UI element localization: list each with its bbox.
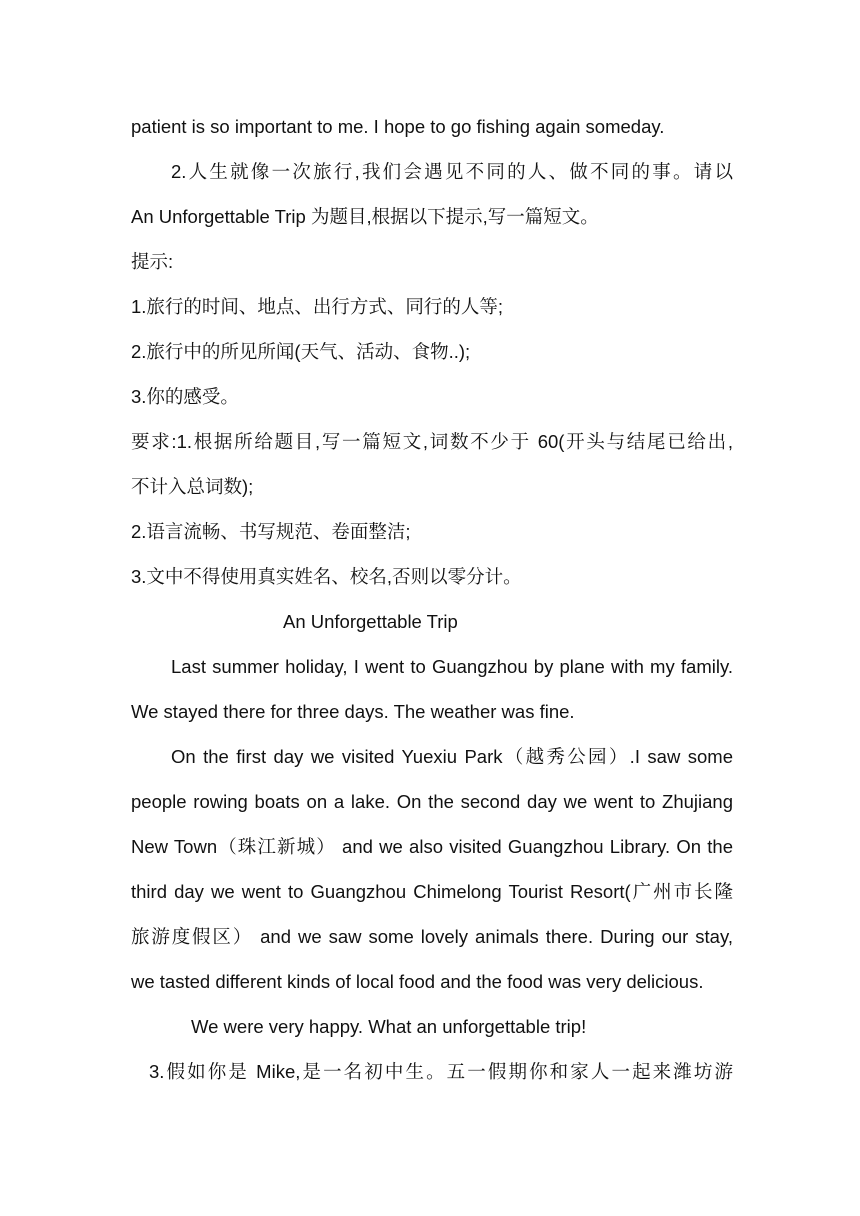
essay-line: people rowing boats on a lake. On the second day we went to Zhujiang (131, 791, 733, 812)
essay-line: 旅游度假区） and we saw some lovely animals there. During our stay, (131, 926, 733, 947)
question-2-line: An Unforgettable Trip 为题目,根据以下提示,写一篇短文。 (131, 206, 599, 227)
hint-item: 3.你的感受。 (131, 386, 239, 407)
essay-title: An Unforgettable Trip (283, 611, 458, 632)
hint-item: 1.旅行的时间、地点、出行方式、同行的人等; (131, 296, 504, 317)
requirement-item: 2.语言流畅、书写规范、卷面整洁; (131, 521, 411, 542)
essay-line: We stayed there for three days. The weather was fine. (131, 701, 575, 722)
essay-line: On the first day we visited Yuexiu Park（越秀公园）.I saw some (171, 746, 733, 767)
requirement-line: 不计入总词数); (131, 476, 254, 497)
essay-line: we tasted different kinds of local food and the food was very delicious. (131, 971, 704, 992)
paragraph-line: patient is so important to me. I hope to go fishing again someday. (131, 116, 665, 137)
essay-line: third day we went to Guangzhou Chimelong Tourist Resort(广州市长隆 (131, 881, 733, 902)
essay-line: New Town（珠江新城） and we also visited Guangzhou Library. On the (131, 836, 733, 857)
question-3-line: 3.假如你是 Mike,是一名初中生。五一假期你和家人一起来潍坊游 (149, 1061, 733, 1082)
essay-closing-line: We were very happy. What an unforgettable trip! (191, 1016, 587, 1037)
hint-heading: 提示: (131, 251, 174, 272)
requirement-line: 要求:1.根据所给题目,写一篇短文,词数不少于 60(开头与结尾已给出, (131, 431, 733, 452)
requirement-item: 3.文中不得使用真实姓名、校名,否则以零分计。 (131, 566, 522, 587)
hint-item: 2.旅行中的所见所闻(天气、活动、食物..); (131, 341, 471, 362)
question-2-line: 2.人生就像一次旅行,我们会遇见不同的人、做不同的事。请以 (171, 161, 733, 182)
essay-line: Last summer holiday, I went to Guangzhou by plane with my family. (171, 656, 733, 677)
